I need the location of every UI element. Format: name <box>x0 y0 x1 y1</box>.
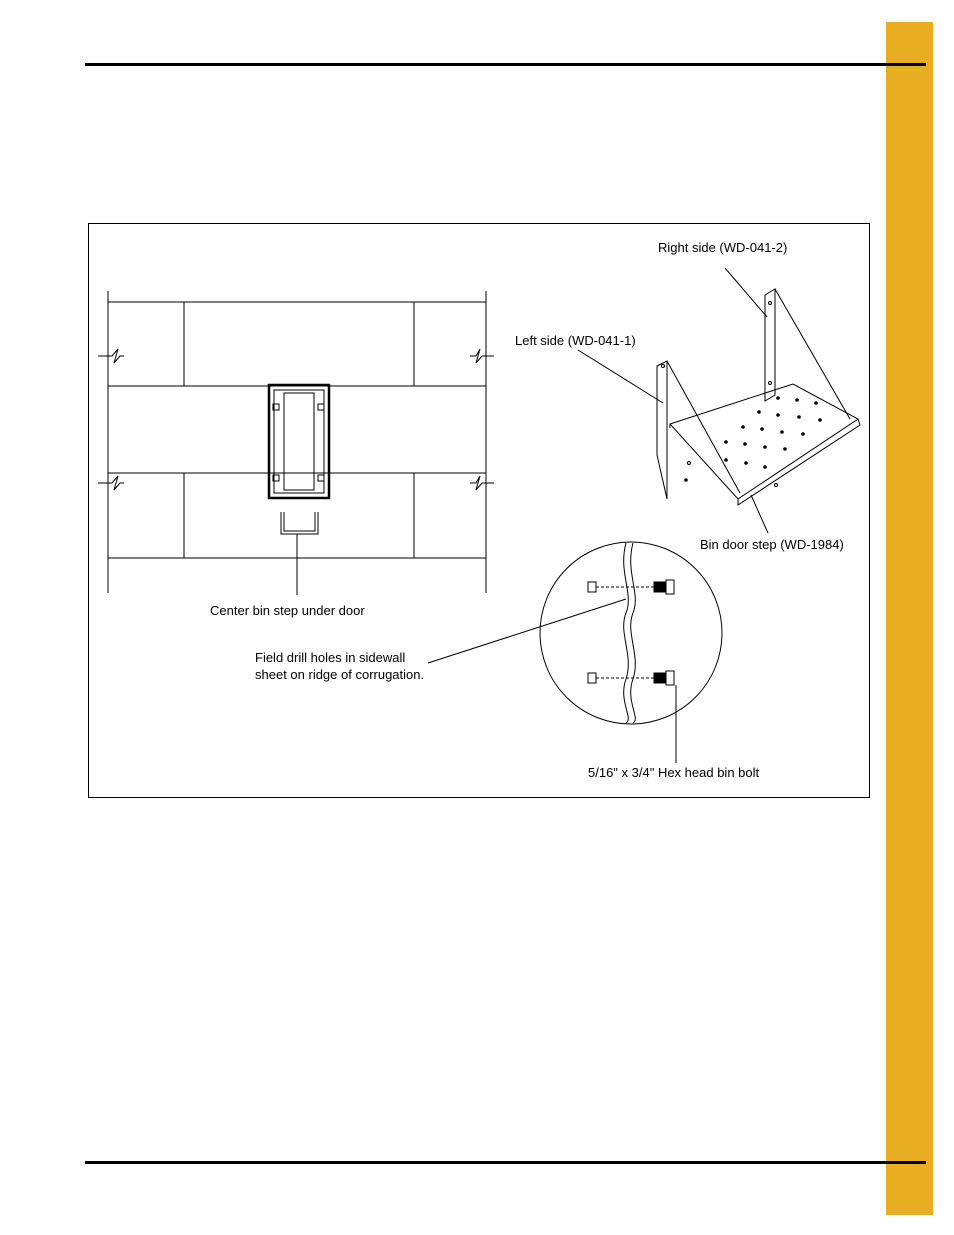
label-left-side: Left side (WD-041-1) <box>515 333 636 348</box>
bin-door-step-isometric <box>578 268 860 533</box>
footer-rule <box>85 1161 926 1164</box>
label-center-step: Center bin step under door <box>210 603 365 618</box>
label-bin-door-step: Bin door step (WD-1984) <box>700 537 844 552</box>
bin-door <box>269 385 329 498</box>
chapter-side-tab <box>886 22 933 1215</box>
label-hex-bolt: 5/16" x 3/4" Hex head bin bolt <box>588 765 760 780</box>
center-step-bracket <box>281 512 318 595</box>
label-field-drill-line1: Field drill holes in sidewall <box>255 650 406 665</box>
label-field-drill-line2: sheet on ridge of corrugation. <box>255 667 425 682</box>
label-right-side: Right side (WD-041-2) <box>658 240 788 255</box>
bin-step-installation-diagram <box>88 223 870 798</box>
bolt-detail-circle <box>428 542 722 763</box>
header-rule <box>85 63 926 66</box>
sidewall-elevation <box>98 291 494 593</box>
